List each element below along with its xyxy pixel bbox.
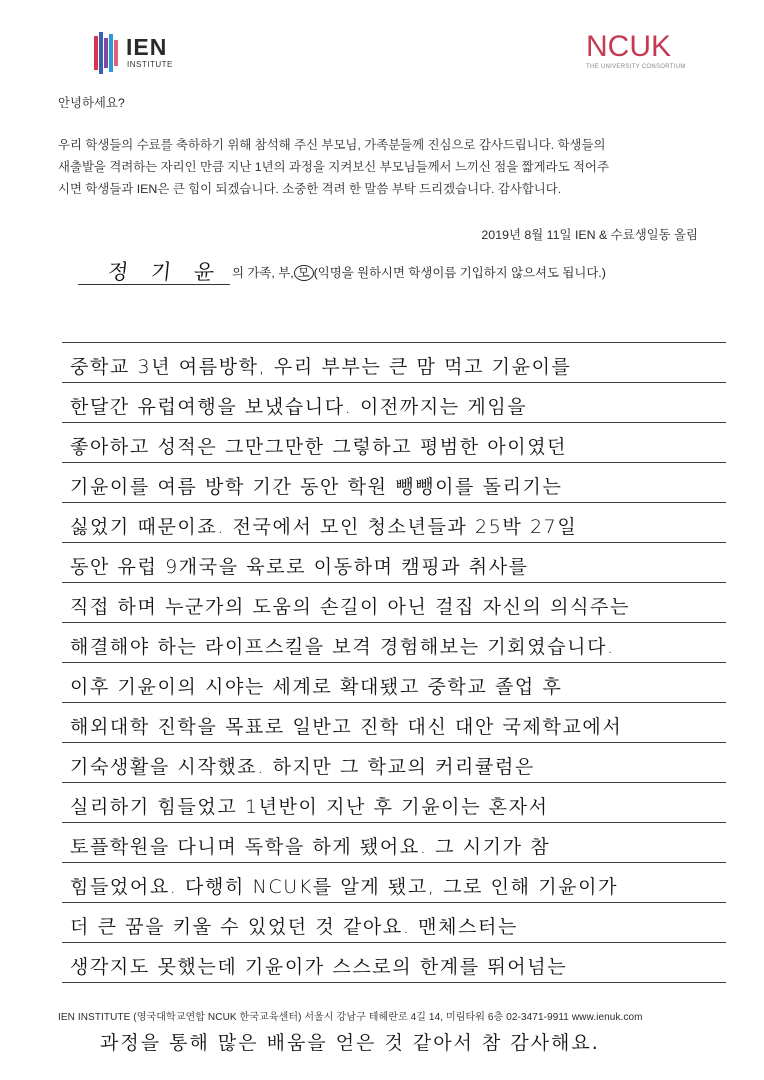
name-underline (78, 284, 230, 285)
handwritten-line: 생각지도 못했는데 기윤이가 스스로의 한계를 뛰어넘는 (70, 956, 568, 978)
anonymity-note: (익명을 원하시면 학생이름 기입하지 않으셔도 됩니다.) (313, 266, 606, 280)
ruled-line (62, 542, 726, 543)
handwritten-line: 힘들었어요. 다행히 NCUK를 알게 됐고, 그로 인해 기윤이가 (70, 876, 619, 898)
ruled-line (62, 382, 726, 383)
ruled-line (62, 742, 726, 743)
handwritten-closing-line: 과정을 통해 많은 배움을 얻은 것 같아서 참 감사해요. (100, 1032, 600, 1054)
ruled-line (62, 822, 726, 823)
handwritten-line: 중학교 3년 여름방학, 우리 부부는 큰 맘 먹고 기윤이를 (70, 356, 572, 378)
handwritten-line: 직접 하며 누군가의 도움의 손길이 아닌 걸집 자신의 의식주는 (70, 596, 630, 618)
footer-address: IEN INSTITUTE (영국대학교연합 NCUK 한국교육센터) 서울시 강남구 테헤란로 4길 14, 미림타워 6층 02-3471-9911 www.ienuk.com (58, 1012, 643, 1023)
handwritten-line: 기숙생활을 시작했죠. 하지만 그 학교의 커리큘럼은 (70, 756, 535, 778)
intro-line: 우리 학생들의 수료를 축하하기 위해 참석해 주신 부모님, 가족분들께 진심으로 감사드립니다. 학생들의 (58, 138, 606, 152)
handwritten-line: 동안 유럽 9개국을 육로로 이동하며 캠핑과 취사를 (70, 556, 529, 578)
handwritten-line: 기윤이를 여름 방학 기간 동안 학원 뺑뺑이를 돌리기는 (70, 476, 563, 498)
ruled-line (62, 622, 726, 623)
ien-logo-mark-icon (94, 32, 120, 74)
handwritten-line: 해외대학 진학을 목표로 일반고 진학 대신 대안 국제학교에서 (70, 716, 623, 738)
ruled-line (62, 462, 726, 463)
ncuk-logo-subtext: THE UNIVERSITY CONSORTIUM (586, 64, 686, 70)
handwritten-line: 싫었기 때문이죠. 전국에서 모인 청소년들과 25박 27일 (70, 516, 578, 538)
family-prefix: 의 가족, 부, (232, 266, 294, 280)
intro-line: 새출발을 격려하는 자리인 만큼 지난 1년의 과정을 지켜보신 부모님들께서 느끼신 점을 짧게라도 적어주 (58, 160, 609, 174)
ruled-line (62, 342, 726, 343)
ruled-line (62, 902, 726, 903)
handwritten-line: 토플학원을 다니며 독학을 하게 됐어요. 그 시기가 참 (70, 836, 551, 858)
ien-logo-subtext: INSTITUTE (127, 60, 173, 69)
ien-logo-text: IEN (126, 34, 168, 60)
handwritten-line: 한달간 유럽여행을 보냈습니다. 이전까지는 게임을 (70, 396, 528, 418)
circled-mother-mark: 모 (294, 265, 314, 281)
intro-paragraph (58, 134, 722, 200)
handwritten-line: 실리하기 힘들었고 1년반이 지난 후 기윤이는 혼자서 (70, 796, 549, 818)
ruled-line (62, 422, 726, 423)
ruled-line (62, 942, 726, 943)
ruled-line (62, 862, 726, 863)
handwritten-line: 해결해야 하는 라이프스킬을 보격 경험해보는 기회였습니다. (70, 636, 615, 658)
handwritten-message-area (62, 300, 726, 1000)
ruled-line (62, 582, 726, 583)
family-signature-line (78, 258, 718, 288)
ruled-line (62, 782, 726, 783)
ruled-line (62, 502, 726, 503)
intro-line: 시면 학생들과 IEN은 큰 힘이 되겠습니다. 소중한 격려 한 말씀 부탁 드리겠습니다. 감사합니다. (58, 182, 562, 196)
handwritten-line: 좋아하고 성적은 그만그만한 그렇하고 평범한 아이였던 (70, 436, 568, 458)
greeting: 안녕하세요? (58, 96, 125, 110)
dateline: 2019년 8월 11일 IEN & 수료생일동 올림 (481, 228, 698, 242)
ruled-line (62, 702, 726, 703)
ncuk-logo (586, 32, 696, 78)
handwritten-line: 이후 기윤이의 시야는 세계로 확대됐고 중학교 졸업 후 (70, 676, 563, 698)
ien-logo (94, 30, 214, 76)
handwritten-line: 더 큰 꿈을 키울 수 있었던 것 같아요. 맨체스터는 (70, 916, 518, 938)
ruled-line (62, 982, 726, 983)
family-relation (232, 263, 606, 281)
ruled-line (62, 662, 726, 663)
ncuk-logo-text: NCUK (586, 30, 672, 63)
student-name-handwritten: 정 기 윤 (106, 260, 224, 284)
